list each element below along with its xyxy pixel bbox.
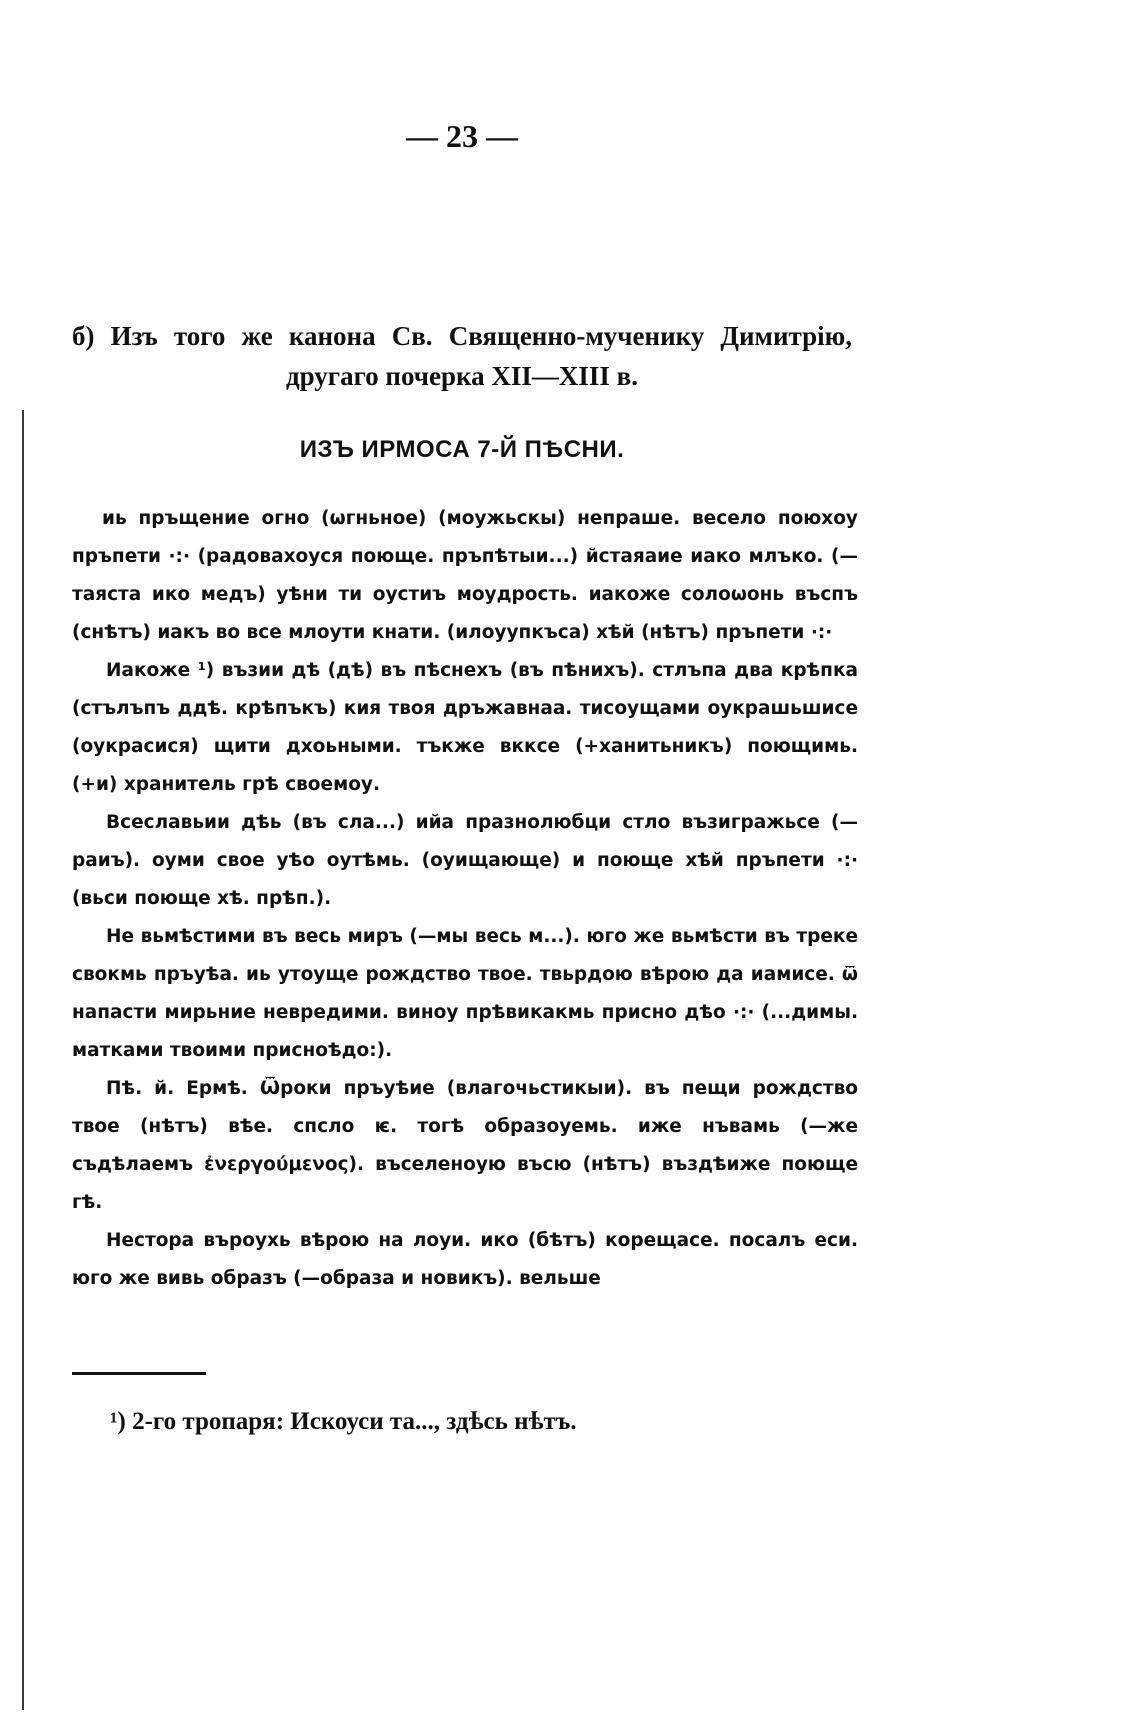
heading-line-2: другаго почерка XII—XIII в.	[285, 361, 638, 391]
footnote	[110, 1408, 577, 1436]
heading-line-1: б) Изъ того же канона Св. Священно-мученику Димитрію,	[72, 321, 852, 351]
section-title: ИЗЪ ИРМОСА 7-Й ПѢСНИ.	[299, 436, 625, 463]
section-heading	[72, 316, 852, 396]
page-number: — 23 —	[406, 118, 518, 154]
body-text	[72, 500, 858, 1298]
paragraph: Всеславьии дѣь (въ сла...) ийа празнолюбци стло възигражьсе (—раиъ). оуми свое уѣо оутѣмь. (оуищающе) и поюще хѣй пръпети ·:· (вьси поюще хѣ. прѣп.).	[72, 812, 858, 909]
paragraph: Иакоже ¹) възии дѣ (дѣ) въ пѣснехъ (въ пѣнихъ). стлъпа два крѣпка (стълъпъ ддѣ. крѣпъкъ) кия твоя дръжавнаа. тисоущами оукрашьшисе (оукрасися) щити дхоьными. тъкже вкксе (+ханитьникъ) поющимь. (+и) хранитель грѣ своемоу.	[72, 660, 858, 795]
footnote-text: 2-го тропаря: Искоуси та..., здѣсь нѣтъ.	[132, 1408, 577, 1435]
paragraph: иь пръщение огно (ѡгньное) (моужьскы) непраше. весело поюхоу пръпети ·:· (радовахоуся поюще. пръпѣтыи...) йстаяаие иако млъко. (—таяста ико медъ) уѣни ти оустиъ моудрость. иакоже солоѡонь въспъ (снѣтъ) иакъ во все млоути кнати. (илоуупкъса) хѣй (нѣтъ) пръпети ·:·	[72, 508, 858, 643]
paragraph: Пѣ. й. Ермѣ. Ѿроки пръуѣие (влагочьстикыи). въ пещи рождство твое (нѣтъ) вѣе. спсло ѥ. тогѣ образоуемь. иже нъвамь (—же съдѣлаемъ ἐνεργούμενος). въселеноую въсю (нѣтъ) въздѣиже поюще гѣ.	[72, 1078, 858, 1213]
paragraph: Нестора въроухь вѣрою на лоуи. ико (бѣтъ) корещасе. посалъ еси. юго же вивь образъ (—образа и новикъ). вельше	[72, 1230, 858, 1289]
footnote-marker: ¹)	[110, 1408, 126, 1435]
footnote-divider	[72, 1372, 206, 1375]
scan-edge-rule	[22, 410, 24, 1710]
paragraph: Не вьмѣстими въ весь миръ (—мы весь м...). юго же вьмѣсти въ треке свокмь пръуѣа. иь утоуще рождство твое. твьрдою вѣрою да иамисе. ѿ напасти мирьние невредими. виноу прѣвикакмь присно дѣо ·:· (...димы. матками твоими присноѣдо:).	[72, 926, 858, 1061]
